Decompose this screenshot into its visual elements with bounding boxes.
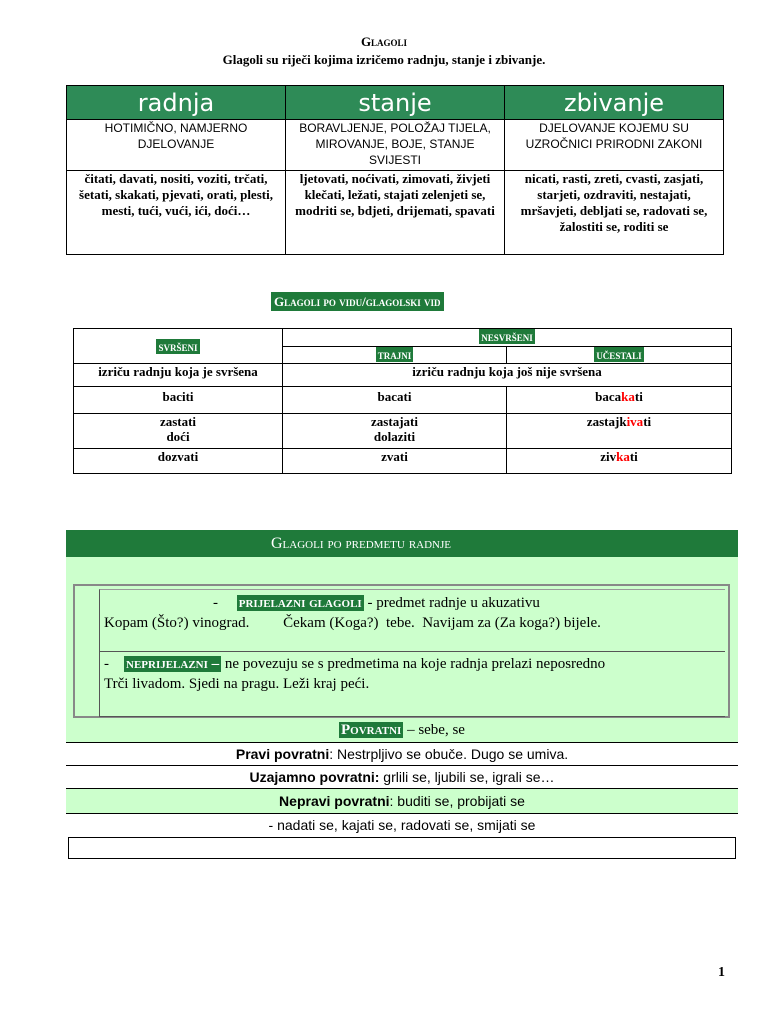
empty-box [68, 837, 736, 859]
row2-trajni-a: zastajati [371, 414, 418, 429]
desc-stanje: BORAVLJENJE, POLOŽAJ TIJELA, MIROVANJE, BOJE, STANJE SVIJESTI [286, 120, 505, 171]
desc-nesvrseni: izriču radnju koja još nije svršena [283, 364, 732, 387]
row1-ucestali [507, 387, 732, 414]
verb-types-table [66, 85, 724, 255]
col-nesvrseni-cell [283, 329, 732, 347]
row2-svrseni-a: zastati [159, 414, 197, 429]
row2-ucestali-post: ti [643, 414, 652, 429]
nepravi-label: Nepravi povratni [279, 793, 390, 809]
row2-ucestali-pre: zastajk [586, 414, 627, 429]
row3-ucestali [507, 449, 732, 474]
row2-svrseni [74, 414, 283, 449]
row3-trajni: zvati [283, 449, 507, 474]
examples-radnja: čitati, davati, nositi, voziti, trčati, šetati, skakati, pjevati, orati, plesti, mesti, tući, vući, ići, doći… [67, 171, 286, 255]
desc-zbivanje: DJELOVANJE KOJEMU SU UZROČNICI PRIRODNI ZAKONI [505, 120, 724, 171]
header-zbivanje: zbivanje [505, 86, 724, 120]
row2-ucestali [507, 414, 732, 449]
povratni-label: Povratni [341, 722, 402, 738]
row2-svrseni-b: doći [166, 429, 190, 444]
row2-trajni [283, 414, 507, 449]
prijelazni-label: prijelazni glagoli [238, 595, 362, 611]
section-heading-predmet-text: Glagoli po predmetu radnje [271, 535, 451, 552]
row1-trajni: bacati [283, 387, 507, 414]
prijelazni-block [99, 589, 725, 652]
povratni-text: – sebe, se [403, 722, 465, 738]
header-radnja: radnja [67, 86, 286, 120]
examples-stanje: ljetovati, noćivati, zimovati, živjeti klečati, ležati, stajati zelenjeti se, modriti se, bdjeti, drijemati, spavati [286, 171, 505, 255]
povratni-heading [66, 719, 738, 741]
col-ucestali: učestali [596, 346, 642, 362]
row3-ucestali-post: ti [629, 449, 638, 464]
nepravi-extra-line: - nadati se, kajati se, radovati se, smijati se [268, 817, 536, 833]
verb-aspect-table [73, 328, 732, 474]
neprijelazni-text: ne povezuju se s predmetima na koje radnja prelazi neposredno [221, 656, 606, 672]
neprijelazni-example: Trči livadom. Sjedi na pragu. Leži kraj peći. [104, 676, 370, 692]
page-subtitle: Glagoli su riječi kojima izričemo radnju, stanje i zbivanje. [222, 52, 546, 67]
header-stanje: stanje [286, 86, 505, 120]
pravi-label: Pravi povratni [235, 746, 330, 762]
nepravi-text: : buditi se, probijati se [389, 793, 525, 809]
col-svrseni: svršeni [158, 338, 198, 354]
row1-ucestali-post: ti [634, 389, 643, 404]
prijelazni-dash: - [213, 595, 218, 611]
neprijelazni-dash: - [104, 656, 109, 672]
prijelazni-text: - predmet radnje u akuzativu [363, 595, 540, 611]
col-nesvrseni: nesvršeni [481, 329, 533, 344]
row3-ucestali-suffix: ka [616, 449, 630, 464]
row3-svrseni: dozvati [74, 449, 283, 474]
col-trajni-cell [283, 346, 507, 364]
row1-ucestali-pre: baca [595, 389, 622, 404]
page-title: Glagoli [360, 34, 408, 49]
col-ucestali-cell [507, 346, 732, 364]
desc-radnja: HOTIMIČNO, NAMJERNO DJELOVANJE [67, 120, 286, 171]
row2-ucestali-suffix: iva [626, 414, 644, 429]
row1-svrseni: baciti [74, 387, 283, 414]
nepravi-povratni-line [66, 790, 738, 812]
predmet-box [73, 584, 730, 718]
uzajamno-label: Uzajamno povratni: [249, 769, 380, 785]
neprijelazni-line [100, 654, 725, 674]
pravi-text: : Nestrpljivo se obuče. Dugo se umiva. [329, 746, 569, 762]
col-svrseni-cell [74, 329, 283, 364]
prijelazni-example: Kopam (Što?) vinograd. Čekam (Koga?) tebe. Navijam za (Za koga?) bijele. [104, 615, 601, 631]
examples-zbivanje: nicati, rasti, zreti, cvasti, zasjati, starjeti, ozdraviti, nestajati, mršavjeti, debljati se, radovati se, žalostiti se, roditi se [505, 171, 724, 255]
neprijelazni-block [99, 651, 725, 717]
row1-ucestali-suffix: ka [621, 389, 635, 404]
neprijelazni-label: neprijelazni – [126, 656, 220, 672]
row2-trajni-b: dolaziti [373, 429, 416, 444]
uzajamno-text: grlili se, ljubili se, igrali se… [379, 769, 555, 785]
page-number: 1 [718, 965, 725, 980]
col-trajni: trajni [377, 346, 412, 362]
prijelazni-line [100, 593, 725, 613]
section-heading-vid: Glagoli po vidu/glagolski vid [271, 292, 444, 311]
section-heading-predmet [66, 530, 738, 557]
uzajamno-povratni-line [66, 766, 738, 788]
desc-svrseni: izriču radnju koja je svršena [74, 364, 283, 387]
row3-ucestali-pre: ziv [600, 449, 617, 464]
pravi-povratni-line [66, 743, 738, 765]
